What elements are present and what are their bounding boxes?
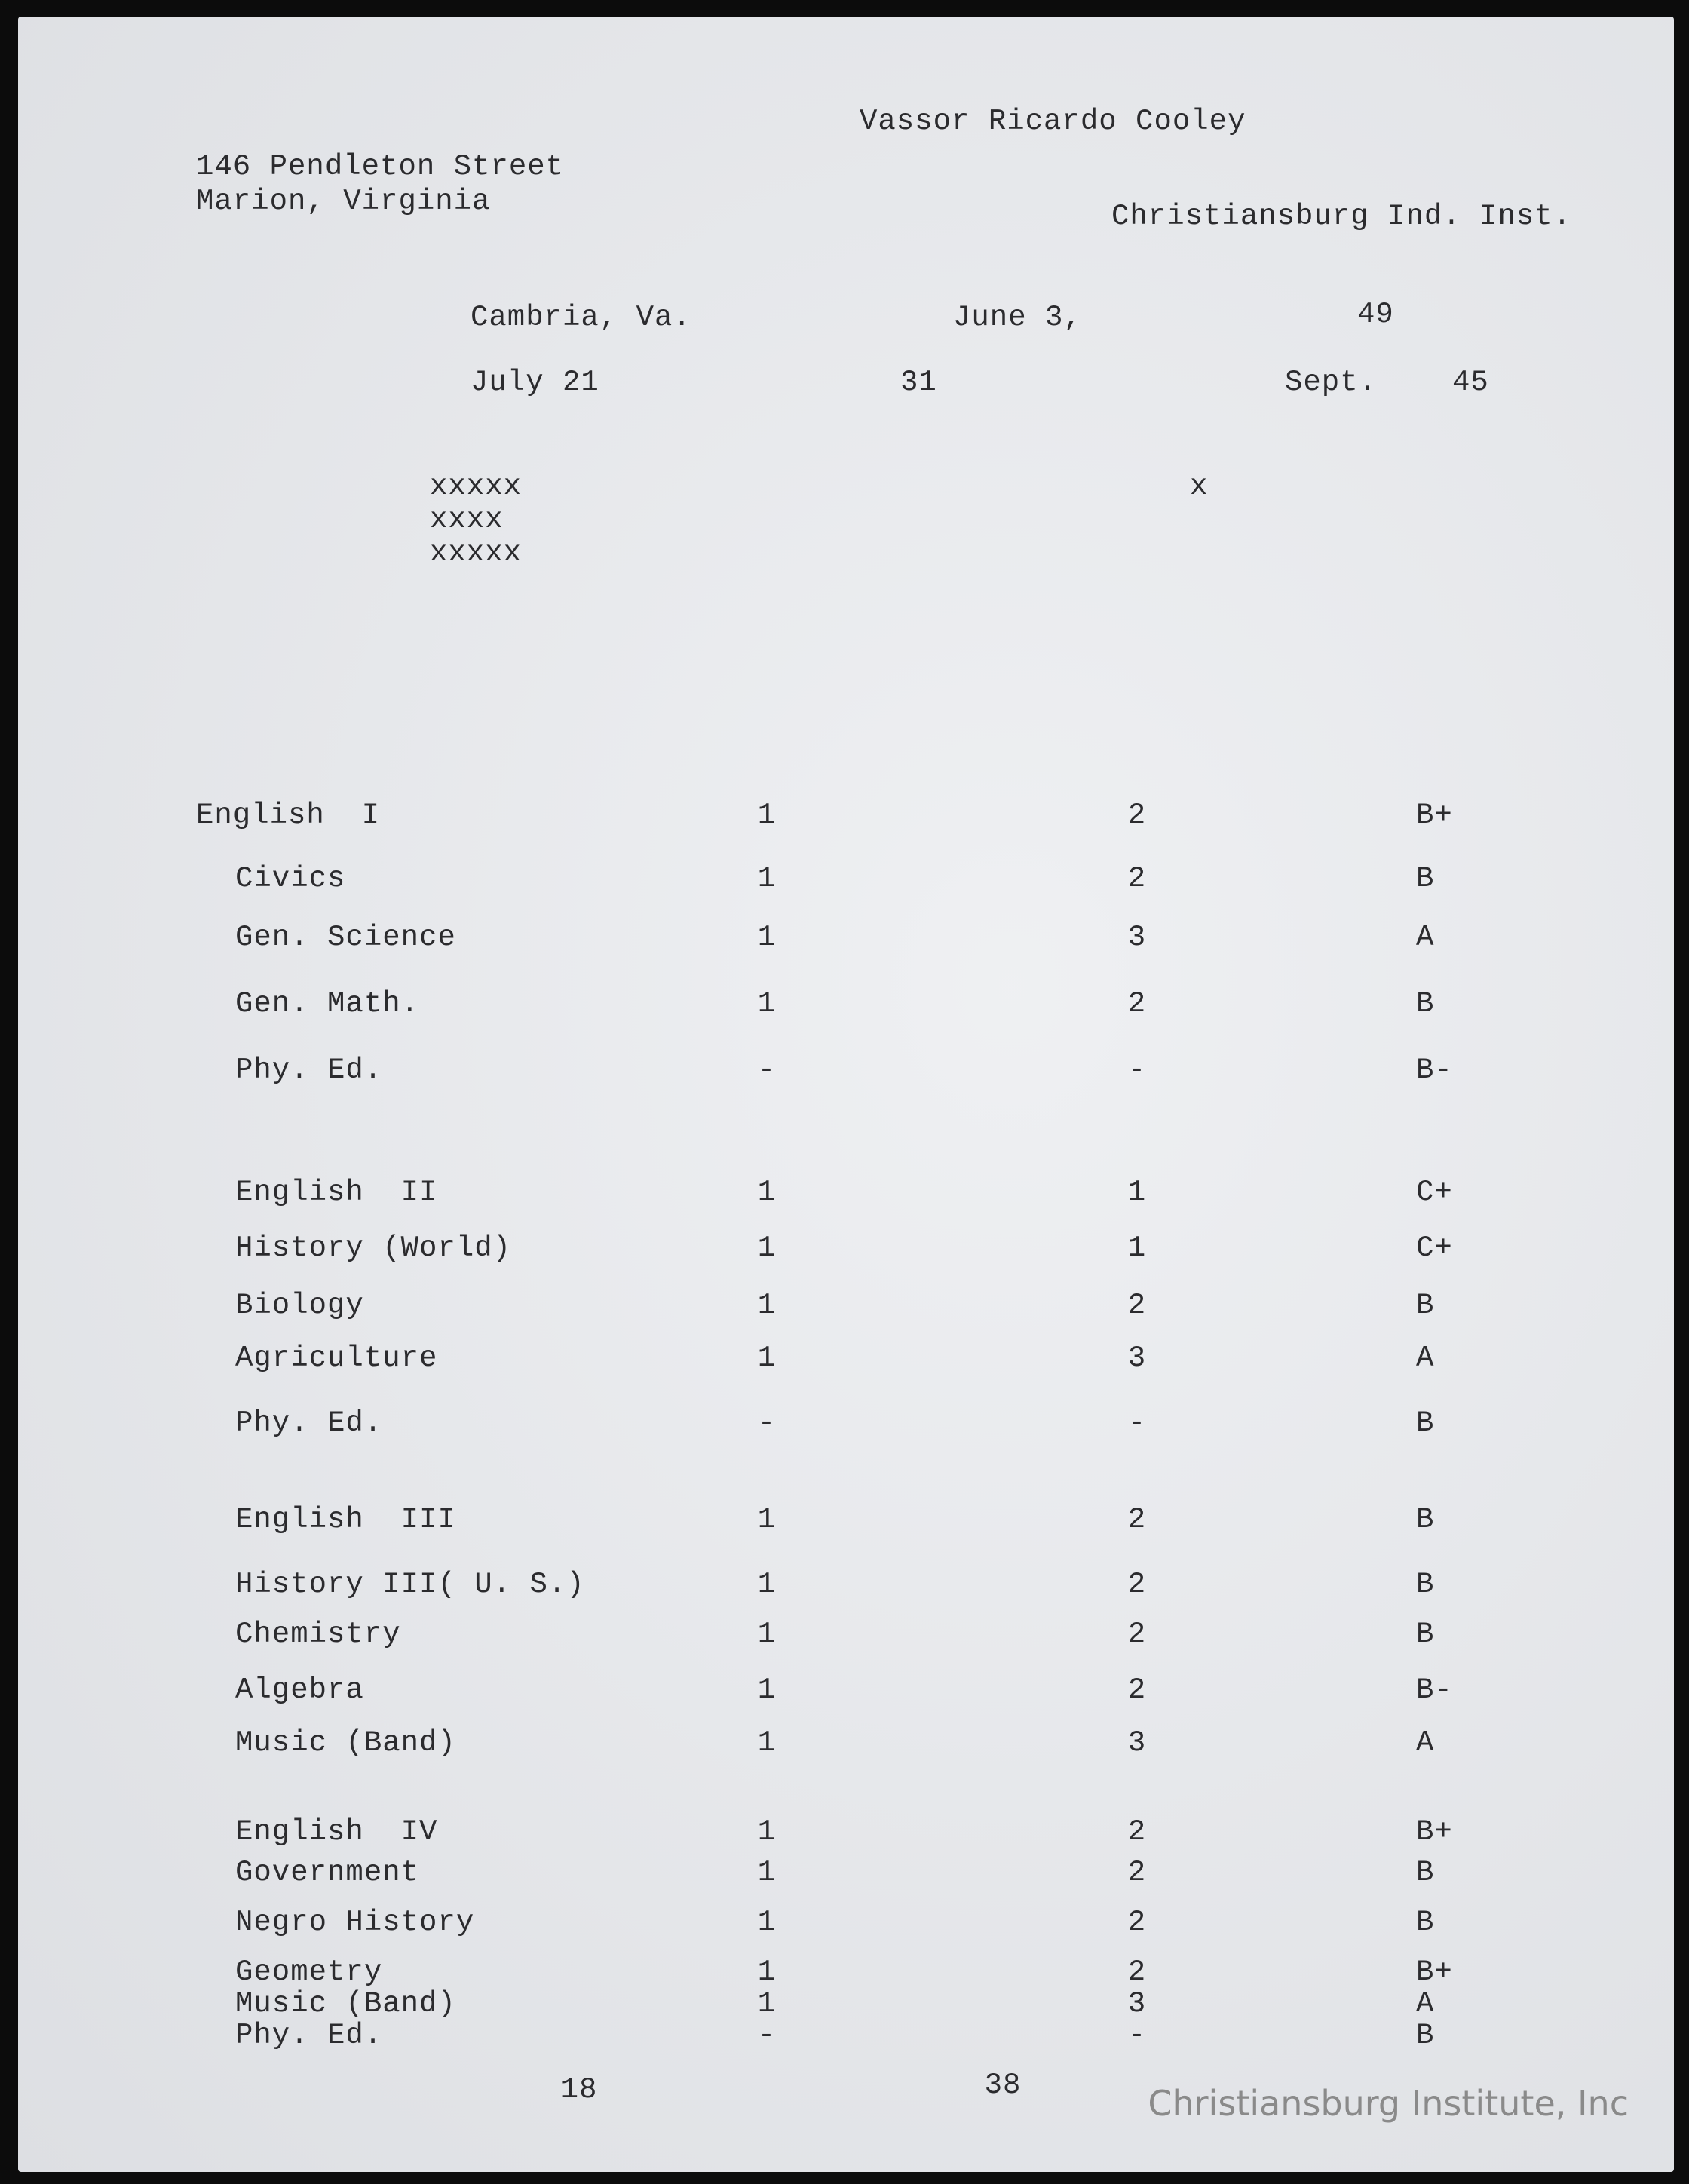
course-subject: Negro History — [235, 1906, 475, 1939]
course-subject: English II — [235, 1176, 438, 1209]
course-units: 1 — [757, 1568, 777, 1601]
course-credits: 3 — [1127, 1342, 1147, 1375]
course-grade: A — [1416, 1342, 1435, 1375]
course-grade: B- — [1416, 1673, 1453, 1707]
course-grade: C+ — [1416, 1232, 1453, 1265]
course-credits: 3 — [1127, 1987, 1147, 2020]
course-units: 1 — [757, 1176, 777, 1209]
course-subject: History III( U. S.) — [235, 1568, 585, 1601]
course-units: 1 — [757, 1342, 777, 1375]
course-credits: 2 — [1127, 1856, 1147, 1889]
course-grade: A — [1416, 921, 1435, 954]
course-units: 1 — [757, 1618, 777, 1651]
total-credits: 38 — [984, 2069, 1022, 2102]
date: June 3, — [953, 301, 1082, 334]
course-units: 1 — [757, 1987, 777, 2020]
course-subject: Algebra — [235, 1673, 364, 1707]
document-page — [18, 17, 1674, 2172]
course-credits: 2 — [1127, 1815, 1147, 1848]
entered-year: 45 — [1452, 366, 1489, 399]
birth-year: 31 — [900, 366, 937, 399]
total-units: 18 — [560, 2073, 598, 2106]
course-subject: Agriculture — [235, 1342, 438, 1375]
x-mark-right: x — [1190, 470, 1209, 503]
course-subject: Geometry — [235, 1955, 383, 1989]
course-subject: Music (Band) — [235, 1726, 456, 1759]
course-grade: B — [1416, 1856, 1435, 1889]
course-grade: B+ — [1416, 1815, 1453, 1848]
x-mark-line-3: xxxxx — [430, 536, 523, 569]
course-units: 1 — [757, 1726, 777, 1759]
course-subject: History (World) — [235, 1232, 512, 1265]
course-grade: A — [1416, 1987, 1435, 2020]
course-credits: 2 — [1127, 1289, 1147, 1322]
course-grade: B — [1416, 2019, 1435, 2052]
course-credits: 2 — [1127, 1568, 1147, 1601]
course-units: 1 — [757, 1906, 777, 1939]
course-units: 1 — [757, 1673, 777, 1707]
course-credits: 1 — [1127, 1176, 1147, 1209]
course-units: - — [757, 2019, 777, 2052]
course-subject: Chemistry — [235, 1618, 401, 1651]
course-grade: B — [1416, 987, 1435, 1020]
course-grade: B — [1416, 1289, 1435, 1322]
course-units: - — [757, 1054, 777, 1087]
course-credits: 2 — [1127, 1955, 1147, 1989]
course-units: - — [757, 1406, 777, 1440]
course-credits: 1 — [1127, 1232, 1147, 1265]
course-credits: - — [1127, 2019, 1147, 2052]
course-units: 1 — [757, 1815, 777, 1848]
course-credits: 2 — [1127, 987, 1147, 1020]
address-line-2: Marion, Virginia — [196, 185, 491, 218]
course-credits: 2 — [1127, 1503, 1147, 1536]
course-units: 1 — [757, 1503, 777, 1536]
watermark: Christiansburg Institute, Inc — [1148, 2083, 1629, 2124]
course-subject: Civics — [235, 862, 346, 895]
course-credits: 2 — [1127, 1618, 1147, 1651]
course-subject: Phy. Ed. — [235, 2019, 383, 2052]
course-units: 1 — [757, 799, 777, 832]
course-subject: Gen. Science — [235, 921, 456, 954]
school-name: Christiansburg Ind. Inst. — [1111, 200, 1572, 233]
course-grade: A — [1416, 1726, 1435, 1759]
course-grade: B+ — [1416, 799, 1453, 832]
course-credits: - — [1127, 1054, 1147, 1087]
birth-date: July 21 — [471, 366, 599, 399]
course-credits: 2 — [1127, 862, 1147, 895]
course-grade: B — [1416, 862, 1435, 895]
course-credits: 2 — [1127, 1906, 1147, 1939]
year: 49 — [1357, 298, 1394, 331]
address-line-1: 146 Pendleton Street — [196, 150, 565, 183]
course-units: 1 — [757, 1955, 777, 1989]
entered-month: Sept. — [1285, 366, 1378, 399]
course-units: 1 — [757, 1289, 777, 1322]
course-credits: 3 — [1127, 921, 1147, 954]
course-subject: Government — [235, 1856, 420, 1889]
course-grade: B — [1416, 1568, 1435, 1601]
course-units: 1 — [757, 1232, 777, 1265]
course-grade: B — [1416, 1503, 1435, 1536]
course-subject: Music (Band) — [235, 1987, 456, 2020]
place: Cambria, Va. — [471, 301, 691, 334]
x-mark-line-1: xxxxx — [430, 470, 523, 503]
course-units: 1 — [757, 1856, 777, 1889]
course-subject: English I — [196, 799, 381, 832]
course-units: 1 — [757, 862, 777, 895]
course-subject: English IV — [235, 1815, 438, 1848]
course-credits: 2 — [1127, 799, 1147, 832]
course-grade: B — [1416, 1618, 1435, 1651]
course-subject: Phy. Ed. — [235, 1054, 383, 1087]
course-units: 1 — [757, 921, 777, 954]
x-mark-line-2: xxxx — [430, 503, 504, 536]
course-subject: Gen. Math. — [235, 987, 420, 1020]
course-credits: - — [1127, 1406, 1147, 1440]
course-grade: B — [1416, 1906, 1435, 1939]
course-grade: B- — [1416, 1054, 1453, 1087]
course-grade: B — [1416, 1406, 1435, 1440]
course-credits: 3 — [1127, 1726, 1147, 1759]
course-grade: C+ — [1416, 1176, 1453, 1209]
student-name: Vassor Ricardo Cooley — [860, 105, 1246, 138]
course-subject: English III — [235, 1503, 456, 1536]
course-subject: Phy. Ed. — [235, 1406, 383, 1440]
course-grade: B+ — [1416, 1955, 1453, 1989]
course-subject: Biology — [235, 1289, 364, 1322]
course-credits: 2 — [1127, 1673, 1147, 1707]
course-units: 1 — [757, 987, 777, 1020]
